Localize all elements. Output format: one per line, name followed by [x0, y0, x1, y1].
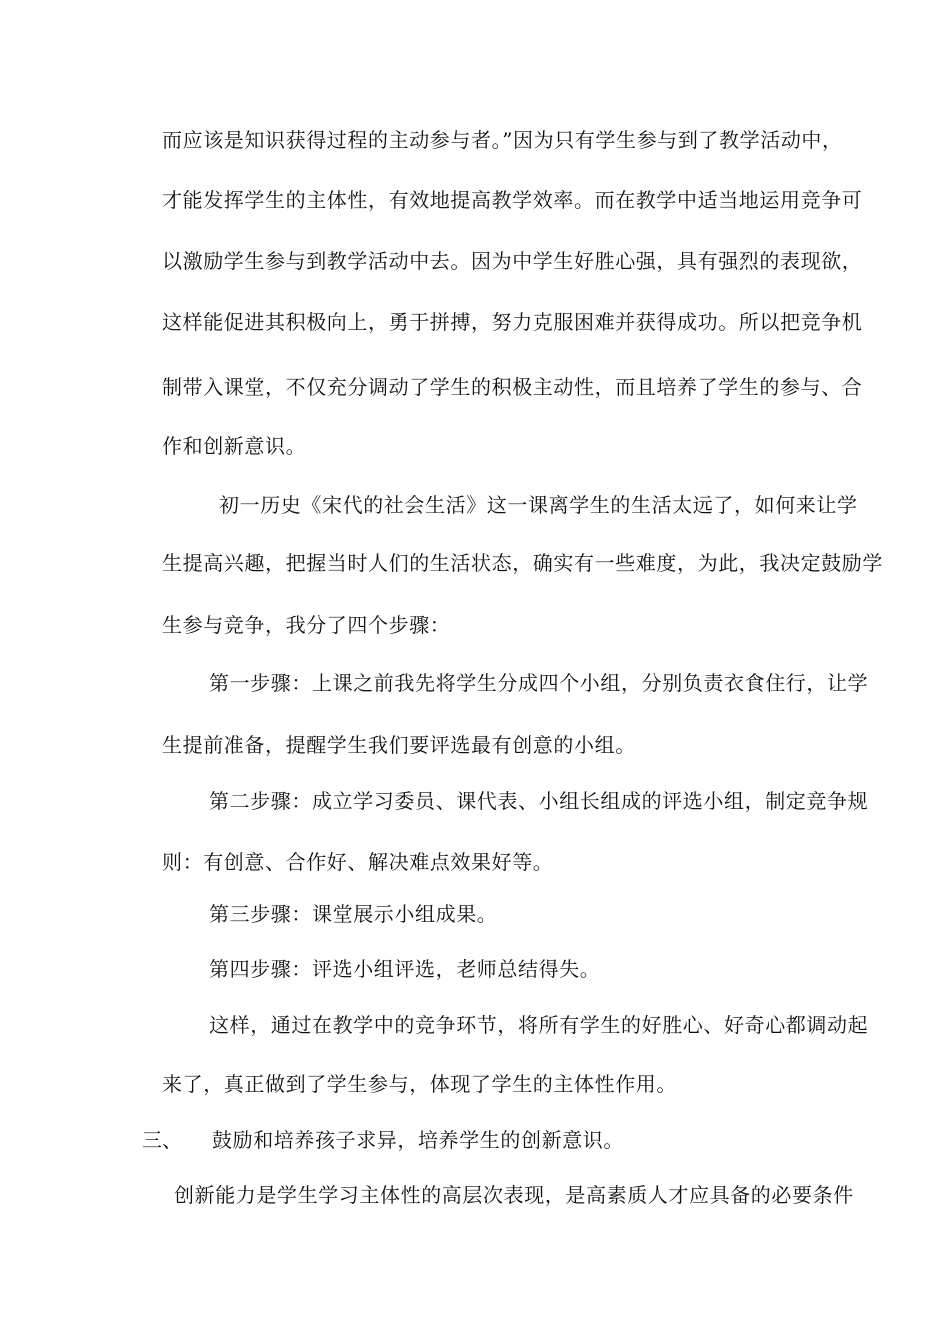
text-line: 生提高兴趣，把握当时人们的生活状态，确实有一些难度，为此，我决定鼓励学	[162, 551, 883, 575]
text-line: 创新能力是学生学习主体性的高层次表现，是高素质人才应具备的必要条件	[174, 1183, 854, 1207]
step-two-line: 第二步骤：成立学习委员、课代表、小组长组成的评选小组，制定竞争规	[209, 789, 869, 813]
text-line: 来了，真正做到了学生参与，体现了学生的主体性作用。	[162, 1072, 677, 1096]
text-line: 才能发挥学生的主体性，有效地提高教学效率。而在教学中适当地运用竞争可	[162, 188, 863, 212]
text-line: 这样，通过在教学中的竞争环节，将所有学生的好胜心、好奇心都调动起	[209, 1013, 869, 1037]
text-line: 以激励学生参与到教学活动中去。因为中学生好胜心强，具有强烈的表现欲，	[162, 249, 863, 273]
section-title: 鼓励和培养孩子求异，培养学生的创新意识。	[212, 1128, 624, 1152]
section-number: 三、	[142, 1128, 182, 1152]
text-line: 生参与竞争，我分了四个步骤：	[162, 613, 451, 637]
text-line: 生提前准备，提醒学生我们要评选最有创意的小组。	[162, 733, 636, 757]
text-line: 初一历史《宋代的社会生活》这一课离学生的生活太远了，如何来让学	[219, 493, 858, 517]
step-three-line: 第三步骤：课堂展示小组成果。	[209, 902, 498, 926]
text-line: 则：有创意、合作好、解决难点效果好等。	[162, 850, 554, 874]
step-four-line: 第四步骤：评选小组评选，老师总结得失。	[209, 957, 601, 981]
text-line: 制带入课堂，不仅充分调动了学生的积极主动性，而且培养了学生的参与、合	[162, 375, 863, 399]
text-line: 而应该是知识获得过程的主动参与者。”因为只有学生参与到了教学活动中，	[162, 128, 843, 152]
text-line: 这样能促进其积极向上，勇于拼搏，努力克服困难并获得成功。所以把竞争机	[162, 310, 863, 334]
text-line: 作和创新意识。	[162, 434, 307, 458]
step-one-line: 第一步骤：上课之前我先将学生分成四个小组，分别负责衣食住行，让学	[209, 671, 869, 695]
